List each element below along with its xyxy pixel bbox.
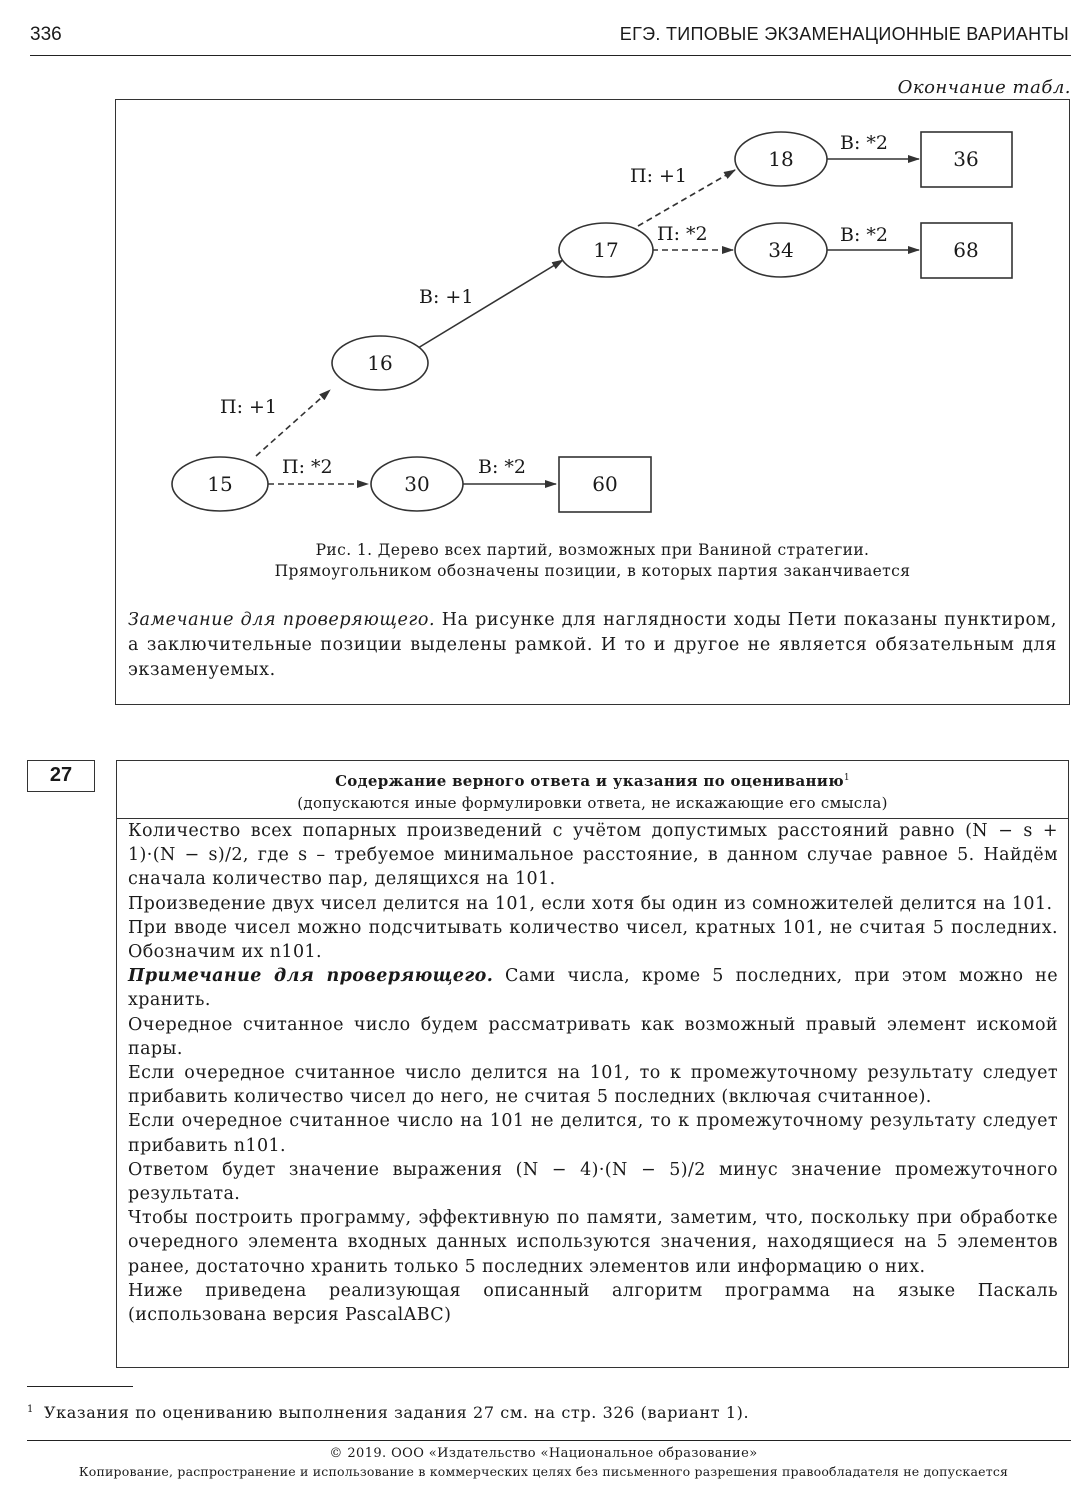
reviewer-note-text: На рисунке для наглядности ходы Пети показаны пунктиром, а заключительные позиции выделены рамкой. И то и другое не является обязательным для экзаменуемых. — [128, 610, 1058, 680]
game-tree-diagram — [116, 100, 1068, 530]
table-continuation-label: Окончание табл. — [897, 77, 1071, 98]
answer-header-subtitle: (допускаются иные формулировки ответа, не искажающие его смысла) — [297, 794, 888, 812]
answer-paragraph: Ниже приведена реализующая описанный алгоритм программа на языке Паскаль (использована версия PascalABC) — [128, 1280, 1058, 1326]
footnote-rule — [27, 1386, 133, 1387]
page-number: 336 — [30, 24, 62, 45]
footer-copyright: © 2019. ООО «Издательство «Национальное образование» — [329, 1446, 758, 1461]
answer-body — [117, 819, 1068, 1327]
node-30-label: 30 — [404, 472, 430, 496]
node-60-label: 60 — [592, 472, 618, 496]
edge-label-18-36: В: *2 — [840, 132, 888, 154]
edge-label-17-18: П: +1 — [630, 165, 688, 187]
answer-paragraph: Если очередное считанное число на 101 не делится, то к промежуточному результату следует прибавить n101. — [128, 1111, 1058, 1156]
edge-label-16-17: В: +1 — [419, 286, 474, 308]
node-16-label: 16 — [367, 351, 393, 375]
edge-label-15-16: П: +1 — [220, 396, 278, 418]
answer-header-title: Содержание верного ответа и указания по оцениванию — [335, 772, 844, 790]
answer-header-footnote-mark: 1 — [843, 773, 850, 783]
answer-paragraph: Чтобы построить программу, эффективную по памяти, заметим, что, поскольку при обработке очередного элемента входных данных используются значения, находящиеся на 5 элементов ранее, достаточно хранить только 5 последних элементов или информацию о них. — [128, 1208, 1058, 1277]
answer-paragraph — [128, 964, 1058, 1012]
reviewer-remark-text: Сами числа, кроме 5 последних, при этом можно не хранить. — [128, 966, 1058, 1011]
edge-label-15-30: П: *2 — [282, 456, 333, 478]
node-68-label: 68 — [953, 238, 979, 262]
figure-caption-line2: Прямоугольником обозначены позиции, в которых партия заканчивается — [274, 562, 911, 580]
figure-box — [115, 99, 1070, 705]
reviewer-remark-label: Примечание для проверяющего. — [128, 966, 494, 987]
footnote-mark: 1 — [27, 1403, 34, 1415]
running-title: ЕГЭ. ТИПОВЫЕ ЭКЗАМЕНАЦИОННЫЕ ВАРИАНТЫ — [619, 24, 1069, 44]
figure-caption-line1: Рис. 1. Дерево всех партий, возможных при Ваниной стратегии. — [315, 541, 870, 559]
answer-paragraph: Произведение двух чисел делится на 101, если хотя бы один из сомножителей делится на 101. — [128, 893, 1053, 914]
reviewer-note-label: Замечание для проверяющего. — [128, 610, 436, 630]
node-15-label: 15 — [207, 472, 233, 496]
figure-caption — [116, 540, 1069, 582]
node-18-label: 18 — [768, 147, 794, 171]
footer-rights: Копирование, распространение и использование в коммерческих целях без письменного разрешения правообладателя не допускается — [78, 1464, 1009, 1479]
node-36-label: 36 — [953, 147, 979, 171]
header-rule — [30, 55, 1071, 56]
answer-box — [116, 760, 1069, 1368]
answer-paragraph: Ответом будет значение выражения (N − 4)·(N − 5)/2 минус значение промежуточного результата. — [128, 1159, 1058, 1205]
answer-paragraph: Количество всех попарных произведений с учётом допустимых расстояний равно (N − s + 1)·(N − s)/2, где s – требуемое минимальное расстояние, в данном случае равное 5. Найдём сначала количество пар, делящихся на 101. — [128, 821, 1058, 890]
edge-label-34-68: В: *2 — [840, 224, 888, 246]
task-number: 27 — [27, 760, 95, 792]
node-34-label: 34 — [768, 238, 794, 262]
footnote-text: Указания по оцениванию выполнения задания 27 см. на стр. 326 (вариант 1). — [43, 1403, 750, 1422]
node-17-label: 17 — [593, 238, 619, 262]
edge-label-17-34: П: *2 — [657, 223, 708, 245]
answer-paragraph: Если очередное считанное число делится на 101, то к промежуточному результату следует прибавить количество чисел до него, не считая 5 последних (включая считанное). — [128, 1063, 1058, 1108]
answer-paragraph: При вводе чисел можно подсчитывать количество чисел, кратных 101, не считая 5 последних. Обозначим их n101. — [128, 917, 1058, 963]
footer-rule — [27, 1440, 1071, 1441]
reviewer-note — [128, 608, 1057, 683]
answer-paragraph: Очередное считанное число будем рассматривать как возможный правый элемент искомой пары. — [128, 1014, 1058, 1059]
edge-label-30-60: В: *2 — [478, 456, 526, 478]
answer-header — [117, 761, 1068, 819]
footnote — [27, 1403, 749, 1422]
